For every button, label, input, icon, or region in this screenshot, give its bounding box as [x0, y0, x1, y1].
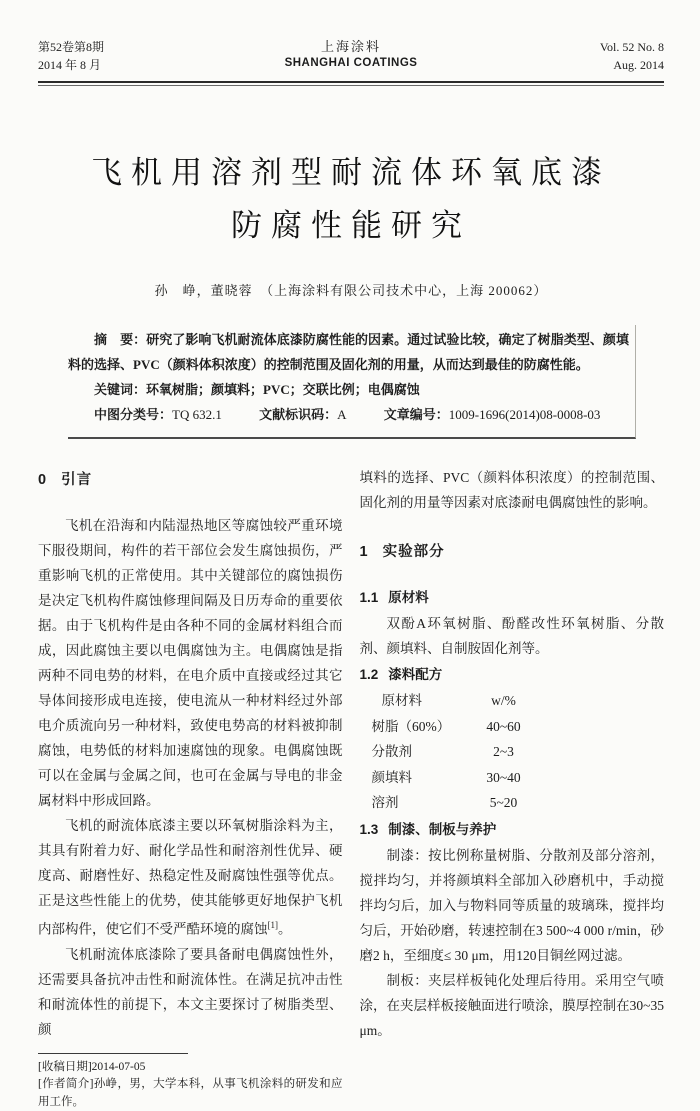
issue-line-2: 2014 年 8 月 — [38, 56, 188, 74]
classification-line — [68, 402, 629, 427]
table-cell-material: 溶剂 — [360, 790, 472, 816]
footnote-received-date: [收稿日期]2014-07-05 — [38, 1059, 343, 1077]
abstract-label: 摘 要： — [94, 332, 146, 347]
subsection-number: 1.3 — [360, 822, 379, 837]
keywords-text: 环氧树脂；颜填料；PVC；交联比例；电偶腐蚀 — [146, 382, 420, 397]
journal-vol-en — [514, 38, 664, 74]
doc-code-label: 文献标识码： — [259, 407, 337, 422]
article-id-pair — [384, 407, 601, 422]
vol-line-2: Aug. 2014 — [514, 56, 664, 74]
abstract-paragraph — [68, 327, 629, 377]
materials-paragraph: 双酚A环氧树脂、酚醛改性环氧树脂、分散剂、颜填料、自制胺固化剂等。 — [360, 611, 665, 661]
formula-table-row — [360, 790, 665, 816]
section-heading-1 — [360, 541, 665, 563]
authors-line: 孙 峥，董晓蓉 （上海涂料有限公司技术中心，上海 200062） — [38, 280, 664, 299]
header-rule — [38, 81, 664, 86]
subsection-number: 1.1 — [360, 590, 379, 605]
table-cell-weight: 2~3 — [472, 739, 536, 765]
formula-table-row — [360, 765, 665, 791]
left-column — [38, 465, 343, 1111]
body-columns — [38, 465, 664, 1111]
running-head — [38, 38, 664, 74]
subsection-title: 漆料配方 — [388, 667, 442, 682]
abstract-box — [68, 325, 636, 439]
section-title: 引言 — [61, 472, 92, 488]
footnote-block — [38, 1053, 343, 1111]
table-header-weight: w/% — [472, 688, 536, 714]
table-header-material: 原材料 — [360, 688, 472, 714]
intro-paragraph-2-end: 。 — [278, 922, 292, 937]
intro-paragraph-1: 飞机在沿海和内陆湿热地区等腐蚀较严重环境下服役期间，构件的若干部位会发生腐蚀损伤，严重影响飞机的正常使用。其中关键部位的腐蚀损伤是决定飞机构件腐蚀修理间隔及日历寿命的重要依据。由于飞机构件是由各种不同的金属材料组合而成，因此腐蚀主要以电偶腐蚀为主。电偶腐蚀是指两种不同电势的材料，在电介质中直接或经过其它导体间接形成电连接，使电流从一种材料经过外部电介质流向另一种材料，致使电势高的材料被抑制腐蚀，电势低的材料加速腐蚀的现象。电偶腐蚀既可以在金属与金属之间，也可在金属与导电的非金属材料中形成回路。 — [38, 513, 343, 813]
abstract-text: 研究了影响飞机耐流体底漆防腐性能的因素。通过试验比较，确定了树脂类型、颜填料的选择、PVC（颜料体积浓度）的控制范围及固化剂的用量，从而达到最佳的防腐性能。 — [68, 332, 629, 372]
subsection-heading-1-2 — [360, 662, 665, 687]
doc-code-value: A — [337, 407, 346, 422]
article-id-label: 文章编号： — [384, 407, 449, 422]
table-cell-material: 颜填料 — [360, 765, 472, 791]
keywords-label: 关键词： — [94, 382, 146, 397]
footnote-author-bio: [作者简介]孙峥，男，大学本科，从事飞机涂料的研发和应用工作。 — [38, 1076, 343, 1111]
doc-code-pair — [259, 407, 346, 422]
article-title-line-2: 防腐性能研究 — [38, 199, 664, 252]
subsection-title: 制漆、制板与养护 — [388, 822, 496, 837]
issue-line-1: 第52卷第8期 — [38, 38, 188, 56]
article-title-line-1: 飞机用溶剂型耐流体环氧底漆 — [38, 146, 664, 199]
formula-table-header-row — [360, 688, 665, 714]
table-cell-weight: 5~20 — [472, 790, 536, 816]
journal-issue-cn — [38, 38, 188, 74]
vol-line-1: Vol. 52 No. 8 — [514, 38, 664, 56]
paint-making-paragraph: 制漆：按比例称量树脂、分散剂及部分溶剂，搅拌均匀，并将颜填料全部加入砂磨机中，手动搅拌均匀后，加入与物料同等质量的玻璃珠，搅拌均匀后，开始砂磨，转速控制在3 500~4 000 r/min，砂磨2 h，至细度≤ 30 μm，用120目铜丝网过滤。 — [360, 843, 665, 968]
intro-paragraph-2 — [38, 813, 343, 942]
section-number: 0 — [38, 472, 47, 488]
subsection-number: 1.2 — [360, 667, 379, 682]
continuation-paragraph: 填料的选择、PVC（颜料体积浓度）的控制范围、固化剂的用量等因素对底漆耐电偶腐蚀性的影响。 — [360, 465, 665, 515]
article-title — [38, 146, 664, 252]
formula-table-row — [360, 739, 665, 765]
table-cell-material: 分散剂 — [360, 739, 472, 765]
footnote-rule — [38, 1053, 188, 1054]
right-column — [360, 465, 665, 1111]
clc-label: 中图分类号： — [94, 407, 172, 422]
formula-table-row — [360, 714, 665, 740]
table-cell-material: 树脂（60%） — [360, 714, 472, 740]
subsection-heading-1-3 — [360, 817, 665, 842]
section-number: 1 — [360, 544, 369, 560]
citation-ref-1: [1] — [268, 920, 279, 930]
table-cell-weight: 30~40 — [472, 765, 536, 791]
table-cell-weight: 40~60 — [472, 714, 536, 740]
clc-value: TQ 632.1 — [172, 407, 222, 422]
clc-pair — [94, 407, 222, 422]
keywords-line — [68, 377, 629, 402]
section-heading-intro — [38, 469, 343, 491]
formula-table — [360, 688, 665, 816]
panel-making-paragraph: 制板：夹层样板钝化处理后待用。采用空气喷涂，在夹层样板接触面进行喷涂，膜厚控制在30~35 μm。 — [360, 968, 665, 1043]
article-id-value: 1009-1696(2014)08-0008-03 — [449, 407, 601, 422]
subsection-title: 原材料 — [388, 590, 429, 605]
journal-name-en: SHANGHAI COATINGS — [188, 55, 514, 72]
journal-name-cn: 上海涂料 — [188, 38, 514, 55]
section-title: 实验部分 — [383, 544, 445, 560]
intro-paragraph-3: 飞机耐流体底漆除了要具备耐电偶腐蚀性外，还需要具备抗冲击性和耐流体性。在满足抗冲击性和耐流体性的前提下，本文主要探讨了树脂类型、颜 — [38, 942, 343, 1042]
journal-name — [188, 38, 514, 72]
intro-paragraph-2-text: 飞机的耐流体底漆主要以环氧树脂涂料为主，其具有附着力好、耐化学品性和耐溶剂性优异、硬度高、耐磨性好、热稳定性及耐腐蚀性强等优点。正是这些性能上的优势，使其能够更好地保护飞机内部构件，使它们不受严酷环境的腐蚀 — [38, 818, 343, 937]
subsection-heading-1-1 — [360, 585, 665, 610]
